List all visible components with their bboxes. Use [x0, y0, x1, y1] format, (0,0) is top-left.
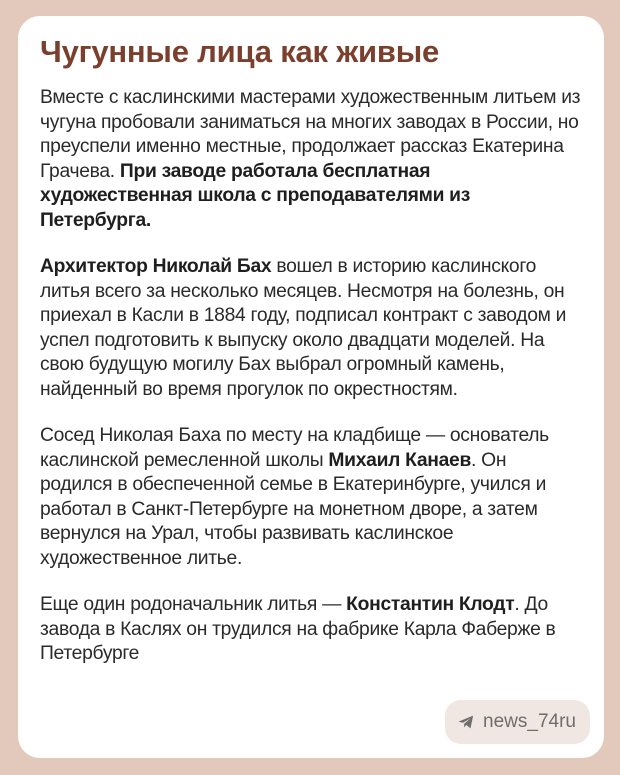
paragraph-3: [40, 424, 582, 571]
channel-badge[interactable]: [445, 700, 590, 744]
paragraph-3-text-end: . Он родился в обеспеченной семье в Екатеринбурге, учился и работал в Санкт-Петербурге на монетном дворе, а затем вернулся на Урал, чтобы развивать каслинское художественное литье.: [40, 449, 547, 569]
article-card: [18, 16, 604, 758]
paragraph-4: [40, 593, 582, 667]
channel-name: news_74ru: [483, 711, 576, 732]
paragraph-4-bold: Константин Клодт: [346, 594, 515, 615]
paragraph-1-text: Вместе с каслинскими мастерами художественным литьем из чугуна пробовали заниматься на многих заводах в России, но преуспели именно местные, продолжает рассказ Екатерина Грачева.: [40, 87, 581, 182]
paragraph-4-text-end: . До завода в Каслях он трудился на фабрике Карла Фаберже в Петербурге: [40, 594, 556, 664]
paragraph-3-text-start: Сосед Николая Баха по месту на кладбище — основатель каслинской ремесленной школы: [40, 425, 549, 471]
paragraph-2: [40, 255, 582, 402]
paragraph-2-text: вошел в историю каслинского литья всего за несколько месяцев. Несмотря на болезнь, он приехал в Касли в 1884 году, подписал контракт с заводом и успел подготовить к выпуску около двадцати моделей. На свою будущую могилу Бах выбрал огромный камень, найденный во время прогулок по окрестностям.: [40, 256, 567, 400]
paragraph-1: [40, 86, 582, 233]
telegram-icon: [457, 713, 475, 731]
paragraph-3-bold: Михаил Канаев: [328, 449, 472, 471]
paragraph-2-bold: Архитектор Николай Бах: [40, 256, 272, 277]
article-title: Чугунные лица как живые: [40, 34, 440, 69]
paragraph-1-bold: При заводе работала бесплатная художественная школа с преподавателями из Петербурга.: [40, 160, 471, 231]
paragraph-4-text-start: Еще один родоначальник литья —: [40, 594, 347, 615]
